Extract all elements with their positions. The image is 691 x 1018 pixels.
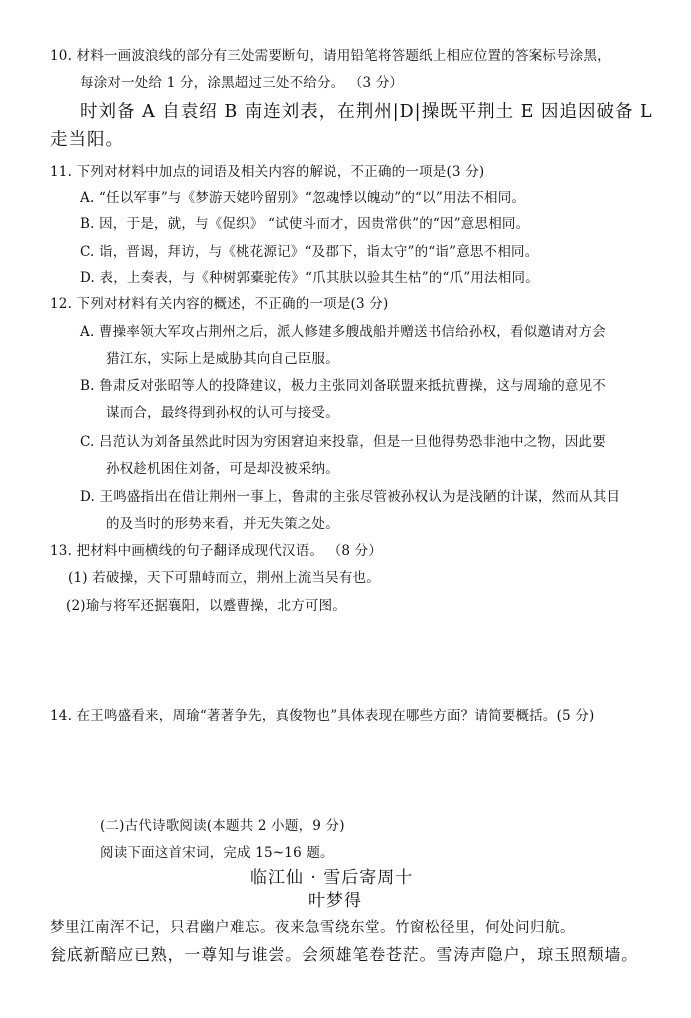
q11-option-a: A. “任以军事”与《梦游天姥吟留别》“忽魂悸以魄动”的“以”用法不相同。 — [80, 190, 526, 206]
poem-line-1: 梦里江南浑不记，只君幽户难忘。夜来急雪绕东堂。竹窗松径里，何处问归航。 — [50, 920, 575, 936]
q12-stem: 12. 下列对材料有关内容的概述，不正确的一项是(3 分) — [50, 296, 389, 312]
q10-passage-line2: 走当阳。 — [50, 130, 124, 150]
q10-stem: 10. 材料一画波浪线的部分有三处需要断句，请用铅笔将答题纸上相应位置的答案标号涂黑， — [50, 48, 611, 64]
poem-title: 临江仙 · 雪后寄周十 — [250, 868, 414, 888]
poem-author: 叶梦得 — [308, 891, 362, 911]
poem-instruction: 阅读下面这首宋词，完成 15~16 题。 — [100, 845, 334, 861]
section-heading: (二)古代诗歌阅读(本题共 2 小题，9 分) — [100, 818, 345, 834]
q11-option-d: D. 表，上奏表，与《种树郭橐驼传》“爪其肤以验其生枯”的“爪”用法相同。 — [80, 270, 539, 286]
q13-sentence-1: (1) 若破操，天下可鼎峙而立，荆州上流当吴有也。 — [68, 570, 380, 586]
q10-passage-line1: 时刘备 A 自袁绍 B 南连刘表，在荆州|D|操既平荆土 E 因追因破备 L — [80, 102, 653, 122]
q12-option-b-line2: 谋而合，最终得到孙权的认可与接受。 — [106, 405, 339, 421]
q11-stem: 11. 下列对材料中加点的词语及相关内容的解说，不正确的一项是(3 分) — [50, 164, 485, 180]
q13-sentence-2: (2)瑜与将军还据襄阳，以蹙曹操，北方可图。 — [66, 598, 347, 614]
q12-option-a-line1: A. 曹操率领大军攻占荆州之后，派人修建多艘战船并赠送书信给孙权，看似邀请对方会 — [80, 324, 606, 340]
q12-option-c-line2: 孙权趁机困住刘备，可是却没被采纳。 — [106, 461, 339, 477]
q11-option-b: B. 因，于是，就，与《促织》 “试使斗而才，因贵常供”的“因”意思相同。 — [80, 216, 530, 232]
q12-option-a-line2: 猎江东，实际上是威胁其向自己臣服。 — [106, 351, 339, 367]
q12-option-d-line1: D. 王鸣盛指出在借让荆州一事上，鲁肃的主张尽管被孙权认为是浅陋的计谋，然而从其目 — [80, 489, 621, 505]
q12-option-c-line1: C. 吕范认为刘备虽然此时因为穷困窘迫来投靠，但是一旦他得势恐非池中之物，因此要 — [80, 434, 606, 450]
q14-stem: 14. 在王鸣盛看来，周瑜“著著争先，真俊物也”具体表现在哪些方面？请简要概括。(5 分) — [50, 708, 595, 724]
q10-scoring-note: 每涂对一处给 1 分，涂黑超过三处不给分。 （3 分） — [80, 75, 404, 91]
q12-option-b-line1: B. 鲁肃反对张昭等人的投降建议，极力主张同刘备联盟来抵抗曹操，这与周瑜的意见不 — [80, 378, 607, 394]
poem-line-2: 瓮底新醅应已熟，一尊知与谁尝。会须雄笔卷苍茫。雪涛声隐户，琼玉照颓墙。 — [50, 945, 639, 964]
q12-option-d-line2: 的及当时的形势来看，并无失策之处。 — [106, 516, 339, 532]
q13-stem: 13. 把材料中画横线的句子翻译成现代汉语。 （8 分） — [50, 543, 383, 559]
q11-option-c: C. 诣，晋谒，拜访，与《桃花源记》“及郡下，诣太守”的“诣”意思不相同。 — [80, 244, 539, 260]
